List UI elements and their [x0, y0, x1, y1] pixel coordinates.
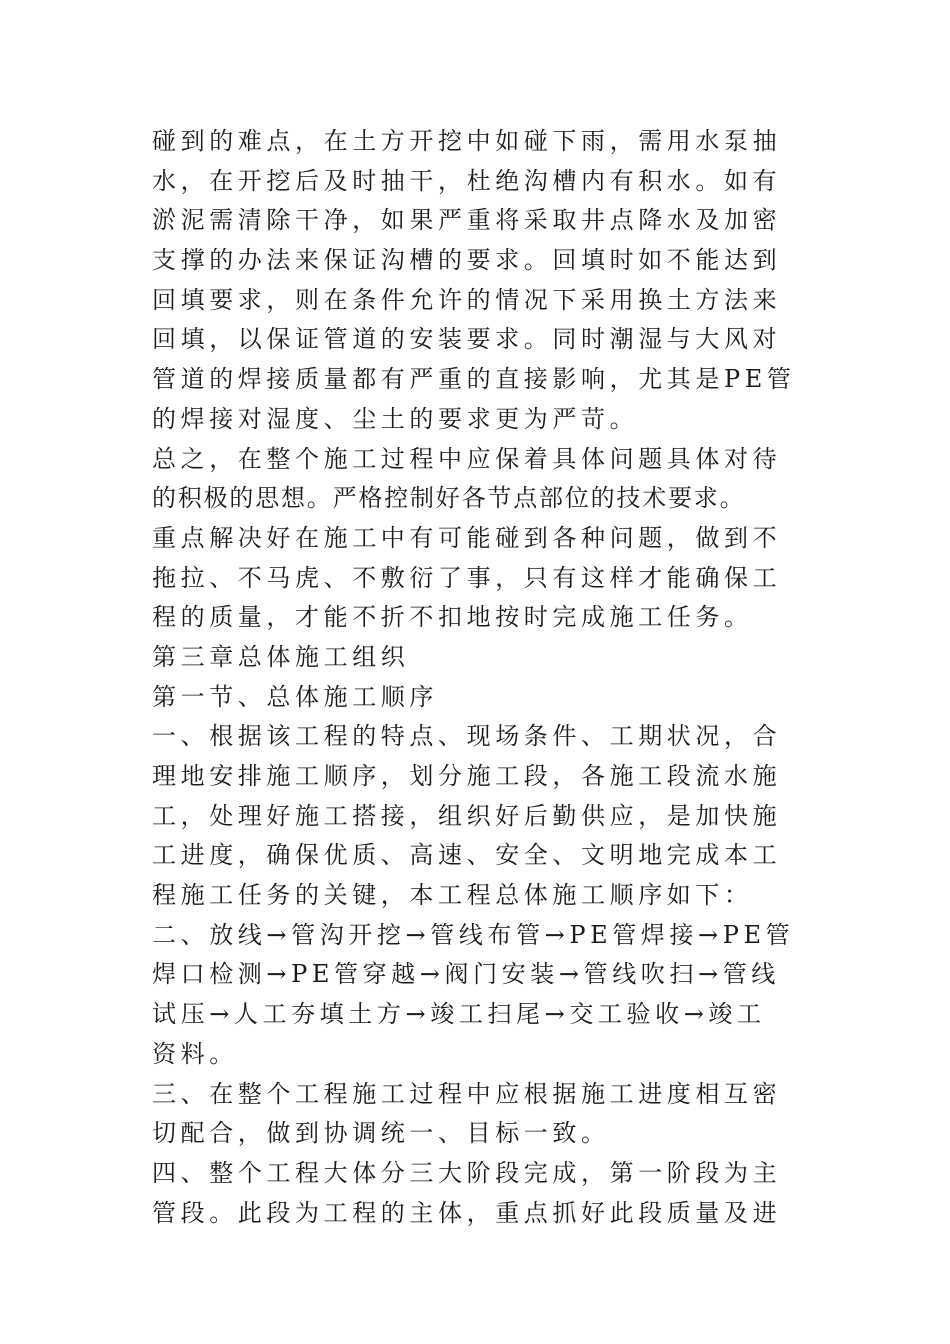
text-line: 的积极的思想。严格控制好各节点部位的技术要求。 — [152, 484, 746, 513]
text-line: 拖拉、不马虎、不敷衍了事，只有这样才能确保工 — [152, 563, 782, 592]
text-line: 一、根据该工程的特点、现场条件、工期状况，合 — [152, 722, 782, 751]
text-line: 三、在整个工程施工过程中应根据施工进度相互密 — [152, 1079, 782, 1108]
text-line: 工进度，确保优质、高速、安全、文明地完成本工 — [152, 841, 782, 870]
text-line: 二、放线→管沟开挖→管线布管→PE管焊接→PE管 — [152, 920, 795, 949]
text-line: 的焊接对湿度、尘土的要求更为严苛。 — [152, 404, 639, 433]
body-text — [152, 122, 812, 1233]
text-line: 回填要求，则在条件允许的情况下采用换土方法来 — [152, 285, 782, 314]
text-line: 资料。 — [152, 1039, 238, 1068]
text-line: 总之，在整个施工过程中应保着具体问题具体对待 — [152, 444, 782, 473]
text-line: 管段。此段为工程的主体，重点抓好此段质量及进 — [152, 1198, 782, 1227]
text-line: 程的质量，才能不折不扣地按时完成施工任务。 — [152, 603, 753, 632]
text-line: 切配合，做到协调统一、目标一致。 — [152, 1119, 610, 1148]
text-line: 支撑的办法来保证沟槽的要求。回填时如不能达到 — [152, 246, 782, 275]
section-heading: 第一节、总体施工顺序 — [152, 682, 438, 711]
text-line: 理地安排施工顺序，划分施工段，各施工段流水施 — [152, 762, 782, 790]
text-line: 工，处理好施工搭接，组织好后勤供应，是加快施 — [152, 801, 782, 830]
text-line: 管道的焊接质量都有严重的直接影响，尤其是PE管 — [152, 365, 796, 394]
text-line: 焊口检测→PE管穿越→阀门安装→管线吹扫→管线 — [152, 960, 780, 989]
text-line: 回填，以保证管道的安装要求。同时潮湿与大风对 — [152, 325, 782, 354]
text-line: 碰到的难点，在土方开挖中如碰下雨，需用水泵抽 — [152, 127, 782, 155]
text-line: 水，在开挖后及时抽干，杜绝沟槽内有积水。如有 — [152, 166, 782, 195]
text-line: 四、整个工程大体分三大阶段完成，第一阶段为主 — [152, 1158, 782, 1187]
text-line: 试压→人工夯填土方→竣工扫尾→交工验收→竣工 — [152, 1000, 766, 1029]
text-line: 淤泥需清除干净，如果严重将采取井点降水及加密 — [152, 206, 782, 235]
text-line: 重点解决好在施工中有可能碰到各种问题，做到不 — [152, 523, 782, 552]
chapter-heading: 第三章总体施工组织 — [152, 642, 410, 671]
text-line: 程施工任务的关键，本工程总体施工顺序如下： — [152, 881, 753, 910]
